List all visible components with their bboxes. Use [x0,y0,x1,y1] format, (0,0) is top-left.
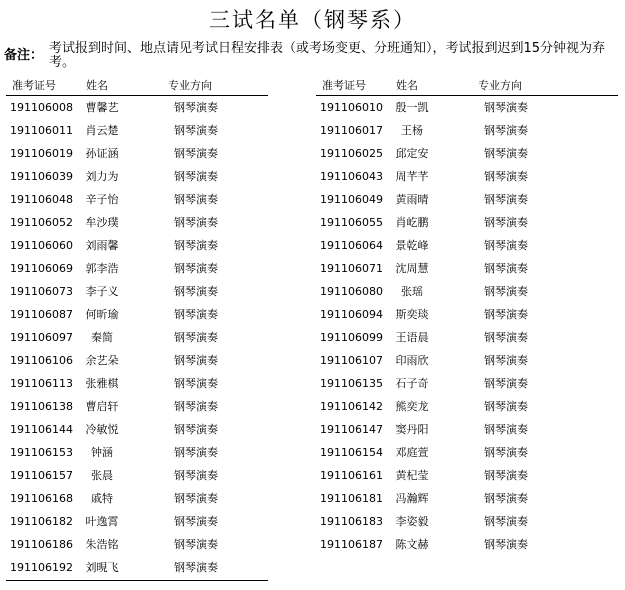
exam-id-cell: 191106147 [320,423,383,436]
major-cell: 钢琴演奏 [174,147,218,160]
table-row [6,556,268,579]
name-cell: 孙证涵 [85,147,119,160]
name-cell: 牟沙璞 [85,216,119,229]
header-name: 姓名 [396,79,418,92]
table-row [316,165,618,188]
name-cell: 刘力为 [85,170,119,183]
exam-id-cell: 191106183 [320,515,383,528]
major-cell: 钢琴演奏 [174,400,218,413]
table-row [6,533,268,556]
major-cell: 钢琴演奏 [174,515,218,528]
table-row [316,303,618,326]
exam-id-cell: 191106153 [10,446,73,459]
major-cell: 钢琴演奏 [174,170,218,183]
table-row [6,510,268,533]
major-cell: 钢琴演奏 [484,308,528,321]
name-cell: 石子奇 [395,377,429,390]
header-major: 专业方向 [168,79,212,92]
exam-id-cell: 191106025 [320,147,383,160]
exam-id-cell: 191106135 [320,377,383,390]
exam-id-cell: 191106107 [320,354,383,367]
major-cell: 钢琴演奏 [174,239,218,252]
name-cell: 沈周慧 [395,262,429,275]
name-cell: 曹馨艺 [85,101,119,114]
right-column-header [316,77,618,96]
major-cell: 钢琴演奏 [174,469,218,482]
major-cell: 钢琴演奏 [484,101,528,114]
major-cell: 钢琴演奏 [484,492,528,505]
name-cell: 窦丹阳 [395,423,429,436]
table-row [6,142,268,165]
major-cell: 钢琴演奏 [174,101,218,114]
exam-id-cell: 191106157 [10,469,73,482]
table-row [6,487,268,510]
exam-id-cell: 191106182 [10,515,73,528]
table-row [316,464,618,487]
table-row [316,96,618,119]
exam-id-cell: 191106087 [10,308,73,321]
name-cell: 殷一凯 [395,101,429,114]
table-row [316,257,618,280]
table-row [6,349,268,372]
table-row [6,303,268,326]
major-cell: 钢琴演奏 [174,423,218,436]
exam-id-cell: 191106071 [320,262,383,275]
table-row [316,418,618,441]
exam-id-cell: 191106039 [10,170,73,183]
exam-id-cell: 191106154 [320,446,383,459]
table-row [6,165,268,188]
name-cell: 郭李浩 [85,262,119,275]
exam-id-cell: 191106069 [10,262,73,275]
major-cell: 钢琴演奏 [484,147,528,160]
name-cell: 景乾峰 [395,239,429,252]
name-cell: 刘雨馨 [85,239,119,252]
exam-id-cell: 191106097 [10,331,73,344]
table-row [6,418,268,441]
major-cell: 钢琴演奏 [484,446,528,459]
exam-id-cell: 191106048 [10,193,73,206]
table-row [316,533,618,556]
major-cell: 钢琴演奏 [484,515,528,528]
table-row [316,372,618,395]
name-cell: 黄杞莹 [395,469,429,482]
note-label: 备注： [4,48,44,63]
name-cell: 冯瀚辉 [395,492,429,505]
exam-id-cell: 191106187 [320,538,383,551]
table-row [6,234,268,257]
header-name: 姓名 [86,79,108,92]
major-cell: 钢琴演奏 [484,354,528,367]
exam-id-cell: 191106168 [10,492,73,505]
exam-id-cell: 191106099 [320,331,383,344]
table-row [6,96,268,119]
name-cell: 朱浩铭 [85,538,119,551]
name-cell: 何昕瑜 [85,308,119,321]
name-cell: 张晨 [91,469,113,482]
exam-id-cell: 191106073 [10,285,73,298]
name-cell: 钟涵 [91,446,113,459]
exam-id-cell: 191106008 [10,101,73,114]
table-row [6,372,268,395]
exam-id-cell: 191106060 [10,239,73,252]
exam-id-cell: 191106144 [10,423,73,436]
exam-id-cell: 191106138 [10,400,73,413]
exam-id-cell: 191106011 [10,124,73,137]
table-row [6,464,268,487]
name-cell: 肖云楚 [85,124,119,137]
note-text: 考试报到时间、地点请见考试日程安排表（或考场变更、分班通知），考试报到迟到15分钟视为弃考。 [49,41,606,70]
major-cell: 钢琴演奏 [484,193,528,206]
table-row [316,441,618,464]
table-row [316,142,618,165]
name-cell: 王语晨 [395,331,429,344]
exam-id-cell: 191106106 [10,354,73,367]
header-major: 专业方向 [478,79,522,92]
exam-id-cell: 191106019 [10,147,73,160]
table-row [6,188,268,211]
table-row [6,395,268,418]
major-cell: 钢琴演奏 [484,262,528,275]
left-column-header [6,77,268,96]
name-cell: 余艺朵 [85,354,119,367]
right-column [316,77,618,556]
major-cell: 钢琴演奏 [484,239,528,252]
major-cell: 钢琴演奏 [174,262,218,275]
major-cell: 钢琴演奏 [174,561,218,574]
table-row [6,441,268,464]
exam-id-cell: 191106064 [320,239,383,252]
major-cell: 钢琴演奏 [484,377,528,390]
major-cell: 钢琴演奏 [174,377,218,390]
exam-id-cell: 191106055 [320,216,383,229]
major-cell: 钢琴演奏 [484,538,528,551]
name-cell: 叶逸霄 [85,515,119,528]
name-cell: 邱定安 [395,147,429,160]
name-cell: 邓庭萱 [395,446,429,459]
major-cell: 钢琴演奏 [174,308,218,321]
name-cell: 熊奕龙 [395,400,429,413]
exam-id-cell: 191106161 [320,469,383,482]
header-exam-id: 准考证号 [12,79,56,92]
major-cell: 钢琴演奏 [174,331,218,344]
exam-id-cell: 191106049 [320,193,383,206]
major-cell: 钢琴演奏 [174,538,218,551]
name-cell: 秦简 [91,331,113,344]
right-rows [316,96,618,556]
major-cell: 钢琴演奏 [484,124,528,137]
table-row [6,326,268,349]
major-cell: 钢琴演奏 [174,193,218,206]
exam-id-cell: 191106043 [320,170,383,183]
table-row [316,395,618,418]
table-row [316,188,618,211]
name-cell: 冷敏悦 [85,423,119,436]
name-cell: 李子义 [85,285,119,298]
table-row [316,326,618,349]
name-cell: 刘晛飞 [85,561,119,574]
major-cell: 钢琴演奏 [484,423,528,436]
exam-id-cell: 191106052 [10,216,73,229]
major-cell: 钢琴演奏 [174,216,218,229]
table-row [6,211,268,234]
major-cell: 钢琴演奏 [484,331,528,344]
table-row [6,280,268,303]
name-cell: 李姿毅 [395,515,429,528]
table-row [316,119,618,142]
table-row [316,211,618,234]
table-row [316,349,618,372]
exam-id-cell: 191106192 [10,561,73,574]
major-cell: 钢琴演奏 [484,216,528,229]
table-row [6,257,268,280]
exam-id-cell: 191106142 [320,400,383,413]
left-bottom-rule [6,580,268,581]
major-cell: 钢琴演奏 [484,469,528,482]
table-row [316,510,618,533]
name-cell: 肖屹鹏 [395,216,429,229]
name-cell: 印雨欣 [395,354,429,367]
name-cell: 张雅棋 [85,377,119,390]
major-cell: 钢琴演奏 [484,170,528,183]
header-exam-id: 准考证号 [322,79,366,92]
major-cell: 钢琴演奏 [174,446,218,459]
name-cell: 王杨 [401,124,423,137]
name-cell: 曹启轩 [85,400,119,413]
left-column [6,77,268,581]
table-row [316,234,618,257]
major-cell: 钢琴演奏 [174,285,218,298]
exam-id-cell: 191106186 [10,538,73,551]
major-cell: 钢琴演奏 [484,285,528,298]
name-cell: 周芊芊 [395,170,429,183]
name-cell: 辛子怡 [85,193,119,206]
table-row [316,280,618,303]
exam-id-cell: 191106094 [320,308,383,321]
exam-id-cell: 191106113 [10,377,73,390]
exam-id-cell: 191106017 [320,124,383,137]
name-cell: 斯奕琰 [395,308,429,321]
table-row [6,119,268,142]
major-cell: 钢琴演奏 [484,400,528,413]
name-cell: 黄雨晴 [395,193,429,206]
major-cell: 钢琴演奏 [174,124,218,137]
exam-id-cell: 191106010 [320,101,383,114]
major-cell: 钢琴演奏 [174,492,218,505]
table-row [316,487,618,510]
exam-id-cell: 191106181 [320,492,383,505]
name-cell: 张瑶 [401,285,423,298]
exam-id-cell: 191106080 [320,285,383,298]
left-rows [6,96,268,579]
name-cell: 陈文赫 [395,538,429,551]
name-cell: 戚特 [91,492,113,505]
page-title: 三试名单（钢琴系） [209,8,416,32]
major-cell: 钢琴演奏 [174,354,218,367]
